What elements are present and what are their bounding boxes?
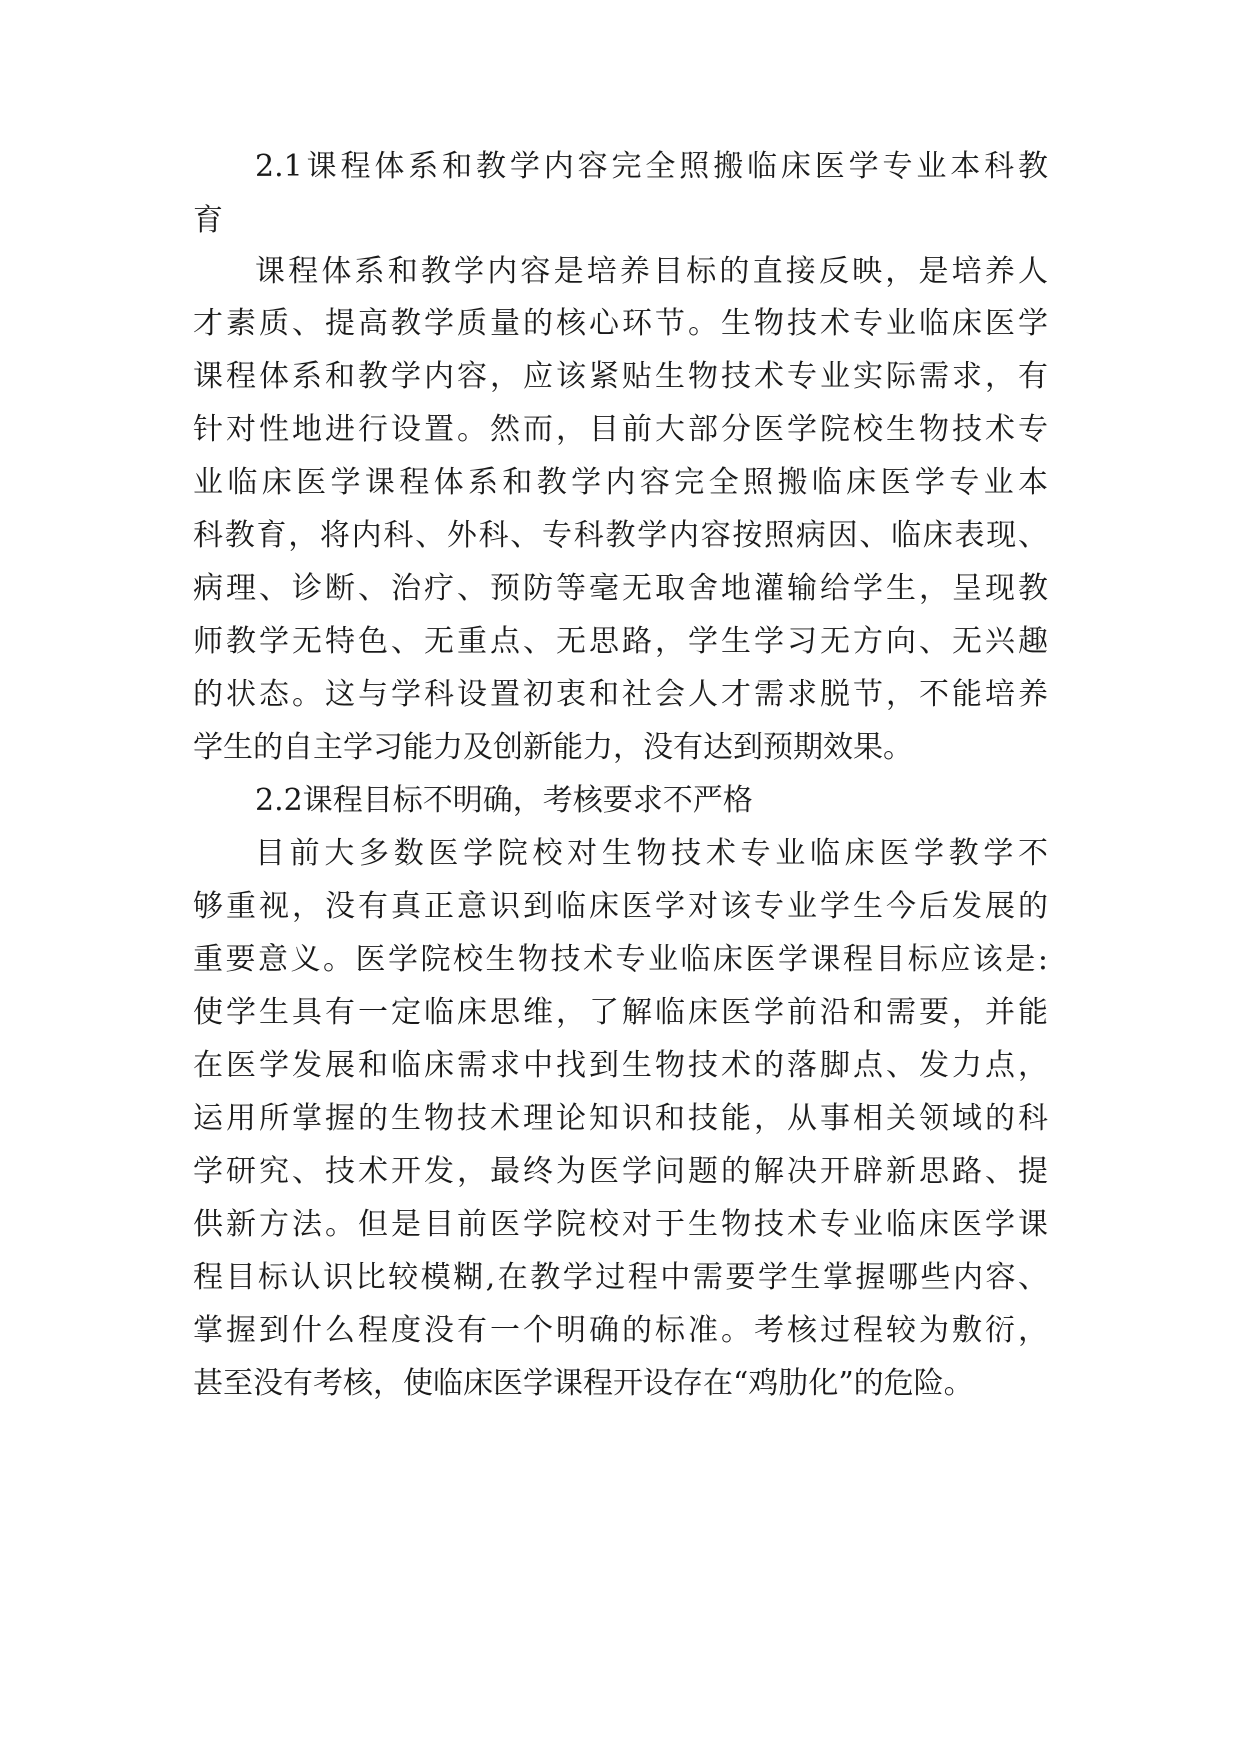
paragraph-line: 甚至没有考核，使临床医学课程开设存在“鸡肋化”的危险。 <box>193 1366 974 1401</box>
paragraph-line: 程目标认识比较模糊,在教学过程中需要学生掌握哪些内容、 <box>193 1260 1048 1295</box>
paragraph-line: 针对性地进行设置。然而，目前大部分医学院校生物技术专 <box>193 412 1048 447</box>
section-heading-2-2: 2.2课程目标不明确，考核要求不严格 <box>255 783 753 818</box>
paragraph-line: 病理、诊断、治疗、预防等毫无取舍地灌输给学生，呈现教 <box>193 571 1048 606</box>
section-heading-2-1: 2.1课程体系和教学内容完全照搬临床医学专业本科教 <box>255 149 1048 184</box>
paragraph-line: 使学生具有一定临床思维，了解临床医学前沿和需要，并能 <box>193 995 1048 1030</box>
paragraph-line: 才素质、提高教学质量的核心环节。生物技术专业临床医学 <box>193 306 1048 341</box>
section-heading-2-1-continued: 育 <box>193 203 223 238</box>
paragraph-line: 供新方法。但是目前医学院校对于生物技术专业临床医学课 <box>193 1207 1048 1242</box>
paragraph-line: 够重视，没有真正意识到临床医学对该专业学生今后发展的 <box>193 889 1048 924</box>
paragraph-line: 学生的自主学习能力及创新能力，没有达到预期效果。 <box>193 730 913 765</box>
paragraph-line: 在医学发展和临床需求中找到生物技术的落脚点、发力点， <box>193 1048 1048 1083</box>
paragraph-line: 重要意义。医学院校生物技术专业临床医学课程目标应该是: <box>193 942 1048 977</box>
paragraph-line: 师教学无特色、无重点、无思路，学生学习无方向、无兴趣 <box>193 624 1048 659</box>
paragraph-line: 课程体系和教学内容是培养目标的直接反映，是培养人 <box>255 254 1048 289</box>
paragraph-line: 掌握到什么程度没有一个明确的标准。考核过程较为敷衍， <box>193 1313 1048 1348</box>
paragraph-line: 目前大多数医学院校对生物技术专业临床医学教学不 <box>255 836 1048 871</box>
paragraph-line: 科教育，将内科、外科、专科教学内容按照病因、临床表现、 <box>193 518 1048 553</box>
paragraph-line: 学研究、技术开发，最终为医学问题的解决开辟新思路、提 <box>193 1154 1048 1189</box>
paragraph-line: 运用所掌握的生物技术理论知识和技能，从事相关领域的科 <box>193 1101 1048 1136</box>
paragraph-line: 业临床医学课程体系和教学内容完全照搬临床医学专业本 <box>193 465 1048 500</box>
paragraph-line: 的状态。这与学科设置初衷和社会人才需求脱节，不能培养 <box>193 677 1048 712</box>
paragraph-line: 课程体系和教学内容，应该紧贴生物技术专业实际需求，有 <box>193 359 1048 394</box>
